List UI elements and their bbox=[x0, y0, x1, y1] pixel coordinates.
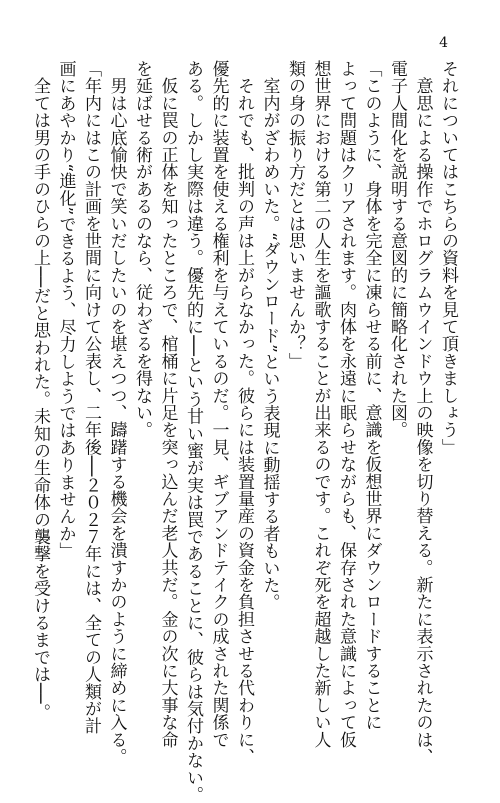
text-line: 電子人間化を説明する意図的に簡略化された図。 bbox=[387, 60, 407, 439]
text-line: を延ばせる術があるのなら、従わざるを得ない。 bbox=[132, 60, 152, 439]
text-line: 画にあやかり“進化”できるよう、尽力しようではありませんか」 bbox=[55, 60, 76, 560]
text-line: 優先的に装置を使える権利を与えているのだ。一見、ギブアンドテイクの成された関係で bbox=[208, 60, 229, 748]
text-line: それでも、批判の声は上がらなかった。彼らには装置量産の資金を負担させる代わりに、 bbox=[234, 60, 254, 766]
text-line: 想世界における第二の人生を謳歌することが出来るのです。これぞ死を超越した新しい人 bbox=[310, 60, 331, 748]
text-line: よって問題はクリアされます。肉体を永遠に眠らせながらも、保存された意識によって仮 bbox=[336, 60, 356, 748]
novel-text-column-block bbox=[30, 60, 460, 803]
text-line: ある。しかし実際は違う。優先的に──という甘い蜜が実は罠であることに、彼らは気付かない。 bbox=[183, 60, 203, 803]
text-line: 類の身の振り方だとは思いませんか？」 bbox=[285, 60, 305, 370]
text-line: 全ては男の手のひらの上──だと思われた。未知の生命体の襲撃を受けるまでは──。 bbox=[30, 60, 50, 721]
text-line: 「このように、身体を完全に凍らせる前に、意識を仮想世界にダウンロードすることに bbox=[361, 60, 382, 731]
text-line: 室内がざわめいた。“ダウンロード”という表現に動揺する者もいた。 bbox=[259, 60, 280, 611]
text-line: 意思による操作でホログラムウインドウ上の映像を切り替える。新たに表示されたのは、 bbox=[412, 60, 433, 766]
page-number: 4 bbox=[439, 35, 448, 51]
text-line: それについてはこちらの資料を見て頂きましょう」 bbox=[438, 60, 458, 456]
text-line: 男は心底愉快で笑いだしたいのを堪えつつ、躊躇する機会を潰すかのように締めに入る。 bbox=[106, 60, 127, 766]
text-line: 仮に罠の正体を知ったところで、棺桶に片足を突っ込んだ老人共だ。金の次に大事な命 bbox=[157, 60, 178, 748]
text-line: 「年内にはこの計画を世間に向けて公表し、二年後──２０２７年には、全ての人類が計 bbox=[81, 60, 101, 735]
